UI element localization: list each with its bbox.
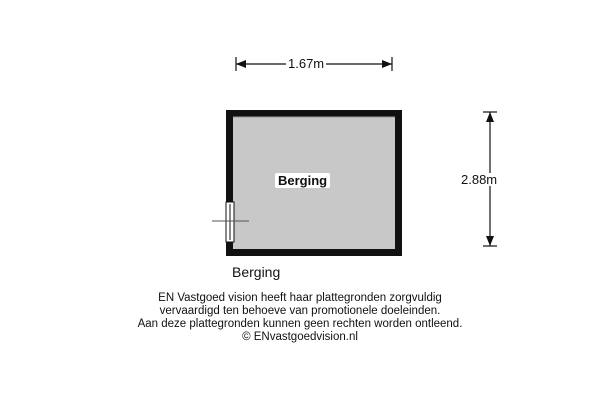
height-dimension-label: 2.88m <box>461 172 498 187</box>
disclaimer-line: vervaardigd ten behoeve van promotionele doeleinden. <box>159 305 441 317</box>
disclaimer-line: Aan deze plattegronden kunnen geen rechten worden ontleend. <box>137 318 463 330</box>
disclaimer-footer <box>0 292 600 344</box>
width-dimension-label: 1.67m <box>288 56 325 71</box>
copyright-line: © ENvastgoedvision.nl <box>242 331 358 343</box>
disclaimer-line: EN Vastgoed vision heeft haar plattegronden zorgvuldig <box>158 292 442 304</box>
floor-caption: Berging <box>232 264 281 280</box>
room-label: Berging <box>275 173 330 188</box>
